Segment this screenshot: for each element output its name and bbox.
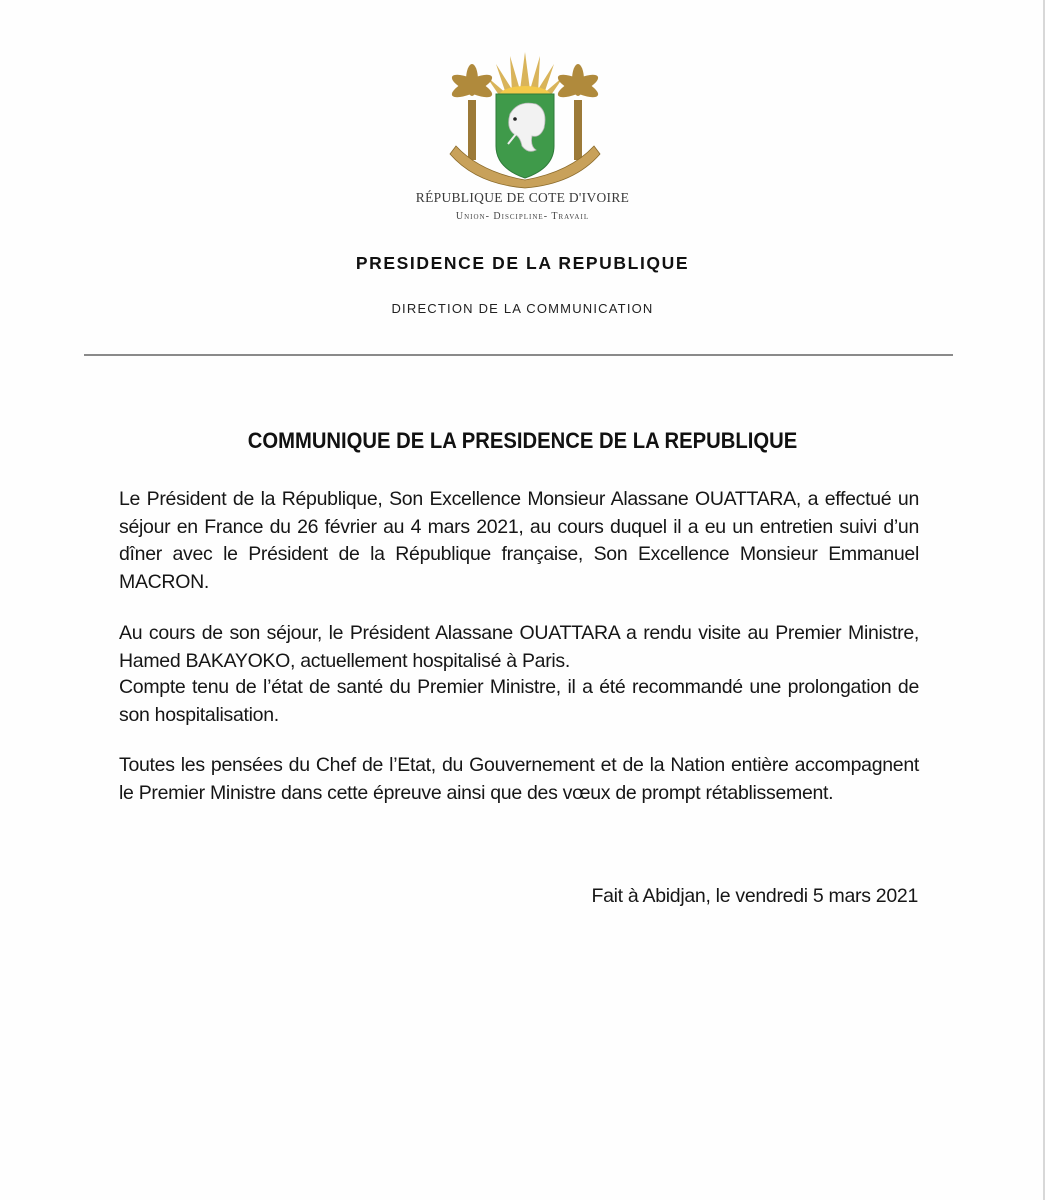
institution-name: PRESIDENCE DE LA REPUBLIQUE (355, 253, 690, 273)
country-name: RÉPUBLIQUE DE COTE D'IVOIRE (415, 190, 630, 205)
signoff-date-place: Fait à Abidjan, le vendredi 5 mars 2021 (591, 885, 918, 907)
paragraph-4 (119, 752, 919, 807)
paragraph-2 (119, 620, 919, 675)
department-name: DIRECTION DE LA COMMUNICATION (391, 301, 654, 316)
document-title: COMMUNIQUE DE LA PRESIDENCE DE LA REPUBLIQUE (247, 428, 798, 453)
paragraph-text: Compte tenu de l’état de santé du Premier Ministre, il a été recommandé une prolongation de son hospitalisation. (119, 676, 919, 726)
paragraph-3 (119, 674, 919, 729)
coat-of-arms-icon (440, 50, 610, 190)
national-motto: Union- Discipline- Travail (455, 211, 590, 222)
paragraph-text: Le Président de la République, Son Excellence Monsieur Alassane OUATTARA, a effectué un séjour en France du 26 février au 4 mars 2021, au cours duquel il a eu un entretien suivi d’un dîner avec le Président de la République française, Son Excellence Monsieur Emmanuel MACRON. (119, 488, 919, 593)
paragraph-1 (119, 486, 919, 596)
header-divider (84, 354, 953, 356)
paragraph-text: Toutes les pensées du Chef de l’Etat, du Gouvernement et de la Nation entière accompagnent le Premier Ministre dans cette épreuve ainsi que des vœux de prompt rétablissement. (119, 754, 919, 804)
paragraph-text: Au cours de son séjour, le Président Alassane OUATTARA a rendu visite au Premier Ministre, Hamed BAKAYOKO, actuellement hospitalisé à Paris. (119, 622, 919, 672)
